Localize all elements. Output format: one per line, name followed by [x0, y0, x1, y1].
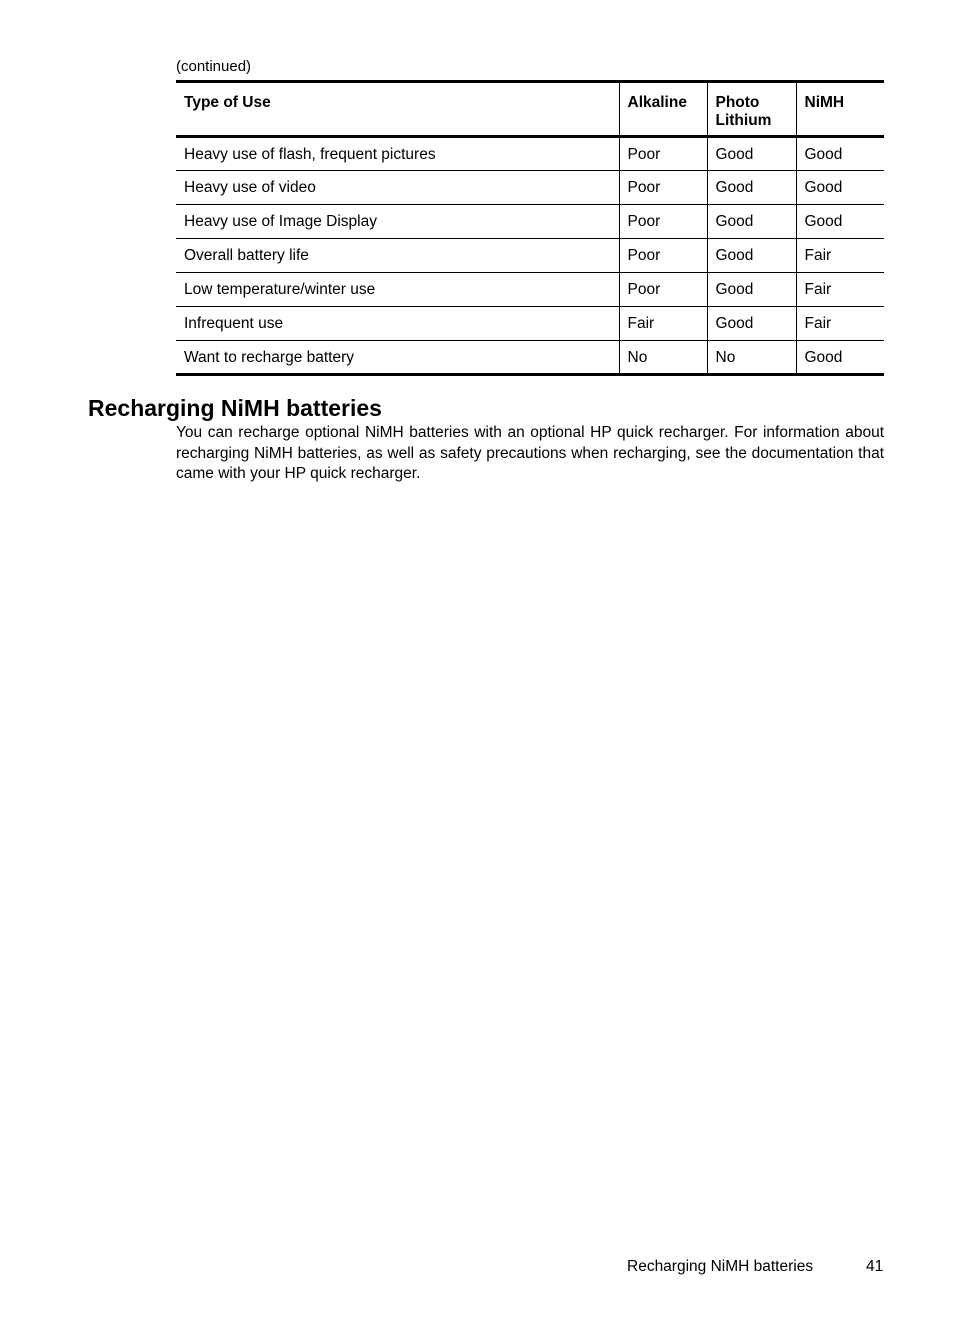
table-header-row [176, 82, 884, 137]
footer-page-number: 41 [866, 1258, 884, 1275]
cell-photo-lithium: Good [707, 205, 796, 239]
cell-photo-lithium: Good [707, 307, 796, 341]
table-row [176, 307, 884, 341]
cell-nimh: Good [796, 205, 884, 239]
cell-use: Heavy use of flash, frequent pictures [184, 146, 436, 163]
section-body-text: You can recharge optional NiMH batteries with an optional HP quick recharger. For information about recharging NiMH batteries, as well as safety precautions when recharging, see the documentation that came with your HP quick recharger. [176, 424, 884, 482]
cell-use: Low temperature/winter use [176, 273, 619, 307]
footer-section-title: Recharging NiMH batteries [627, 1258, 814, 1275]
cell-alkaline: Poor [619, 239, 707, 273]
cell-nimh: Fair [796, 307, 884, 341]
cell-alkaline: Poor [619, 205, 707, 239]
header-photo-lithium: Photo Lithium [707, 82, 796, 137]
cell-alkaline: No [619, 341, 707, 375]
cell-nimh: Good [796, 171, 884, 205]
cell-photo-lithium: No [707, 341, 796, 375]
cell-use: Want to recharge battery [176, 341, 619, 375]
table-row [176, 171, 884, 205]
table-row [176, 273, 884, 307]
cell-use: Heavy use of Image Display [176, 205, 619, 239]
cell-photo-lithium: Good [707, 171, 796, 205]
cell-alkaline: Fair [619, 307, 707, 341]
cell-nimh: Good [796, 137, 884, 171]
cell-use: Heavy use of video [176, 171, 619, 205]
table-row [176, 341, 884, 375]
section-heading: Recharging NiMH batteries [88, 395, 382, 421]
cell-nimh: Good [796, 341, 884, 375]
cell-nimh: Fair [796, 273, 884, 307]
header-alkaline: Alkaline [619, 82, 707, 137]
cell-alkaline: Poor [619, 171, 707, 205]
header-type-of-use: Type of Use [176, 82, 619, 137]
cell-photo-lithium: Good [707, 239, 796, 273]
battery-comparison-table [176, 80, 884, 376]
cell-alkaline: Poor [619, 137, 707, 171]
header-nimh: NiMH [796, 82, 884, 137]
cell-photo-lithium: Good [707, 137, 796, 171]
cell-alkaline: Poor [619, 273, 707, 307]
table-continued-label: (continued) [176, 58, 252, 75]
cell-photo-lithium: Good [707, 273, 796, 307]
cell-use: Infrequent use [176, 307, 619, 341]
table-row [176, 205, 884, 239]
cell-use: Overall battery life [176, 239, 619, 273]
table-row [176, 137, 884, 171]
table-row [176, 239, 884, 273]
cell-nimh: Fair [796, 239, 884, 273]
